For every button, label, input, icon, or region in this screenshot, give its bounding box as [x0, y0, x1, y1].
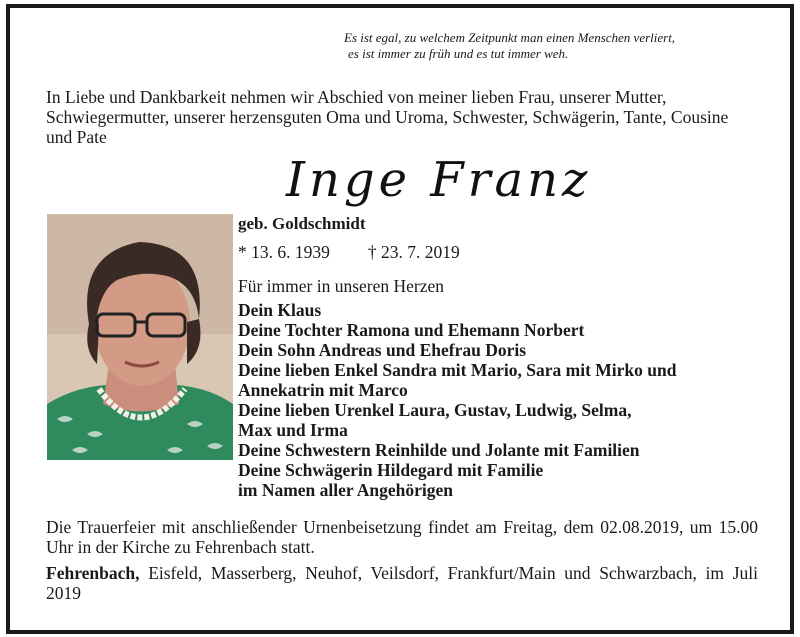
portrait-photo: [47, 214, 233, 460]
mourner-line: im Namen aller Angehörigen: [238, 480, 454, 500]
deceased-details: [238, 214, 676, 500]
intro-text: In Liebe und Dankbarkeit nehmen wir Abschied von meiner lieben Frau, unserer Mutter, Schwiegermutter, unserer herzensguten Oma und Uroma, Schwester, Schwägerin, Tante, Cousine und Pate: [46, 87, 729, 147]
death-date: † 23. 7. 2019: [367, 242, 460, 262]
mourner-line: Deine lieben Urenkel Laura, Gustav, Ludwig, Selma,: [238, 400, 632, 420]
life-dates: [238, 242, 676, 262]
mourner-line: Dein Klaus: [238, 300, 322, 320]
place-others: Eisfeld, Masserberg, Neuhof, Veilsdorf, Frankfurt/Main und Schwarzbach, im Juli 2019: [46, 563, 758, 603]
birth-date: * 13. 6. 1939: [238, 242, 330, 262]
epigraph-quote: [344, 30, 744, 62]
deceased-name: Inge Franz: [286, 152, 592, 208]
funeral-notice: Die Trauerfeier mit anschließender Urnenbeisetzung findet am Freitag, dem 02.08.2019, um 15.00 Uhr in der Kirche zu Fehrenbach statt.: [46, 517, 758, 557]
mourner-line: Deine Tochter Ramona und Ehemann Norbert: [238, 320, 585, 340]
mourner-line: Deine Schwestern Reinhilde und Jolante mit Familien: [238, 440, 640, 460]
place-and-date: [46, 563, 758, 603]
mourner-line: Dein Sohn Andreas und Ehefrau Doris: [238, 340, 527, 360]
mourners-list: [238, 300, 676, 500]
mourner-line: Deine lieben Enkel Sandra mit Mario, Sara mit Mirko und: [238, 360, 677, 380]
mourner-line: Deine Schwägerin Hildegard mit Familie: [238, 460, 544, 480]
mourner-line: Max und Irma: [238, 420, 348, 440]
remembrance-line: Für immer in unseren Herzen: [238, 276, 445, 296]
maiden-name: geb. Goldschmidt: [238, 214, 366, 233]
quote-line-2: es ist immer zu früh und es tut immer weh.: [348, 46, 569, 61]
place-town: Fehrenbach,: [46, 563, 140, 583]
mourner-line: Annekatrin mit Marco: [238, 380, 408, 400]
quote-line-1: Es ist egal, zu welchem Zeitpunkt man einen Menschen verliert,: [344, 30, 676, 45]
